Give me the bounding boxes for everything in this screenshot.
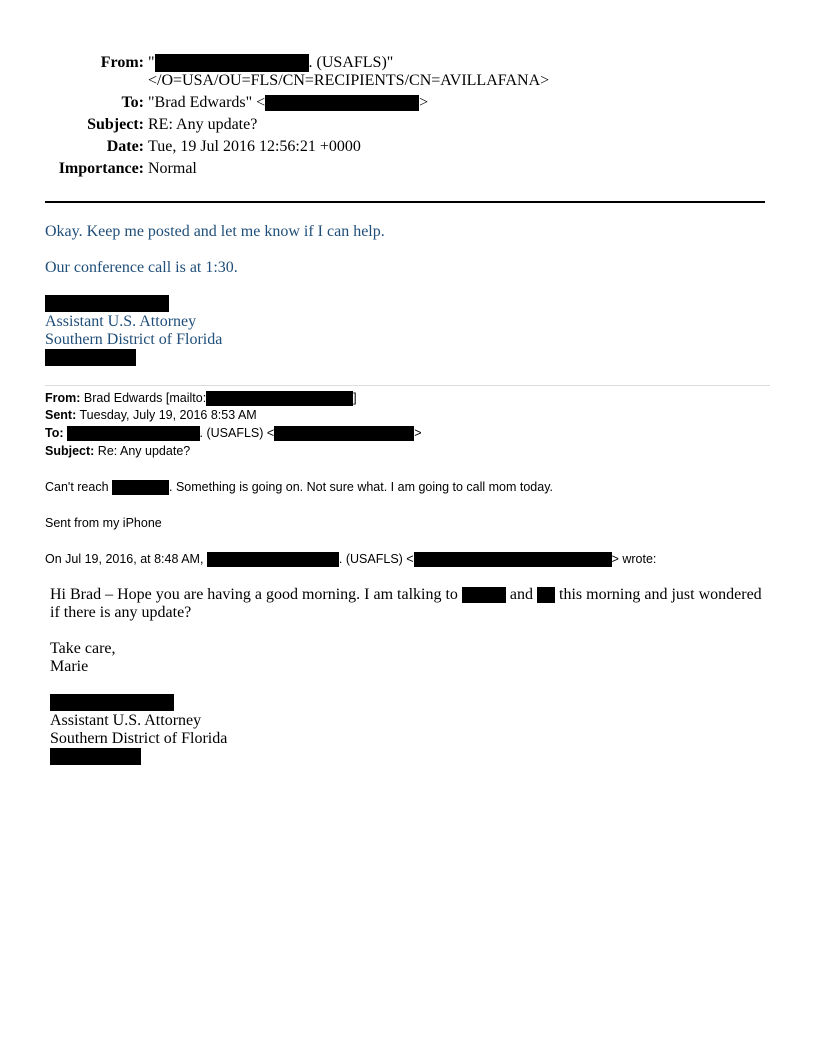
to-suffix: > (419, 94, 429, 111)
redaction-block (155, 54, 309, 72)
header-importance-row (0, 159, 800, 179)
forward-sent-row (45, 406, 257, 424)
original-line-1 (50, 586, 762, 604)
redaction-block (50, 748, 141, 765)
email-header (0, 53, 800, 193)
header-to-row (0, 93, 800, 113)
attribution-mid: . (USAFLS) < (338, 552, 414, 566)
forward-to-row (45, 424, 422, 442)
forward-to-mid: . (USAFLS) < (199, 426, 275, 440)
header-date-row (0, 137, 800, 157)
redaction-block (414, 552, 612, 567)
from-suffix: . (USAFLS)" (308, 54, 394, 71)
forward-from-row (45, 389, 357, 407)
header-to-label: To: (121, 94, 144, 111)
original-line-1c: this morning and just wondered (555, 586, 762, 603)
forward-body-prefix: Can't reach (45, 480, 113, 494)
redaction-block (462, 587, 506, 603)
reply-line-1: Okay. Keep me posted and let me know if I can help. (45, 223, 385, 240)
forward-from-prefix: Brad Edwards [mailto: (80, 391, 207, 405)
original-line-2: if there is any update? (50, 604, 192, 621)
header-from-address: </O=USA/OU=FLS/CN=RECIPIENTS/CN=AVILLAFANA> (148, 72, 550, 89)
forward-subject-value: Re: Any update? (94, 444, 191, 458)
header-subject-label: Subject: (87, 116, 144, 133)
header-importance-value: Normal (148, 160, 197, 177)
forward-to-suffix: > (414, 426, 422, 440)
reply-signature-office: Southern District of Florida (45, 331, 223, 348)
redaction-block (67, 426, 200, 441)
reply-line-2: Our conference call is at 1:30. (45, 259, 238, 276)
reply-signature-title: Assistant U.S. Attorney (45, 313, 197, 330)
header-to-value (148, 93, 428, 113)
forward-body-suffix: . Something is going on. Not sure what. I am going to call mom today. (169, 480, 554, 494)
header-from-row (0, 53, 800, 73)
header-date-value: Tue, 19 Jul 2016 12:56:21 +0000 (148, 138, 361, 155)
header-importance-label: Importance: (58, 160, 144, 177)
forward-from-suffix: ] (353, 391, 357, 405)
header-from-label: From: (100, 54, 144, 71)
redaction-block (45, 349, 136, 366)
redaction-block (112, 480, 169, 495)
redaction-block (45, 295, 169, 312)
original-line-1b: and (505, 586, 538, 603)
original-signature-title: Assistant U.S. Attorney (50, 712, 202, 729)
header-subject-value: RE: Any update? (148, 116, 258, 133)
original-name: Marie (50, 658, 89, 675)
redaction-block (206, 391, 353, 406)
forward-body-line (45, 478, 553, 496)
original-signature-office: Southern District of Florida (50, 730, 228, 747)
forward-sent-label: Sent: (45, 408, 77, 422)
redaction-block (265, 95, 419, 111)
redaction-block (207, 552, 339, 567)
to-prefix: "Brad Edwards" < (148, 94, 266, 111)
from-open-quote: " (148, 54, 155, 71)
sent-from-iphone: Sent from my iPhone (45, 516, 162, 530)
header-subject-row (0, 115, 800, 135)
forward-sent-value: Tuesday, July 19, 2016 8:53 AM (76, 408, 257, 422)
header-from-value (148, 53, 393, 73)
header-date-label: Date: (106, 138, 144, 155)
header-from-address-row (0, 71, 800, 91)
attribution-suffix: > wrote: (611, 552, 657, 566)
redaction-block (537, 587, 555, 603)
redaction-block (274, 426, 414, 441)
attribution-prefix: On Jul 19, 2016, at 8:48 AM, (45, 552, 207, 566)
redaction-block (50, 694, 174, 711)
original-line-1a: Hi Brad – Hope you are having a good morning. I am talking to (50, 586, 462, 603)
header-divider (45, 201, 765, 203)
forward-to-label: To: (45, 426, 64, 440)
forward-from-label: From: (45, 391, 81, 405)
forward-divider (45, 385, 770, 386)
forward-subject-row (45, 442, 190, 460)
forward-subject-label: Subject: (45, 444, 95, 458)
quoted-attribution-line (45, 550, 656, 568)
original-take-care: Take care, (50, 640, 116, 657)
